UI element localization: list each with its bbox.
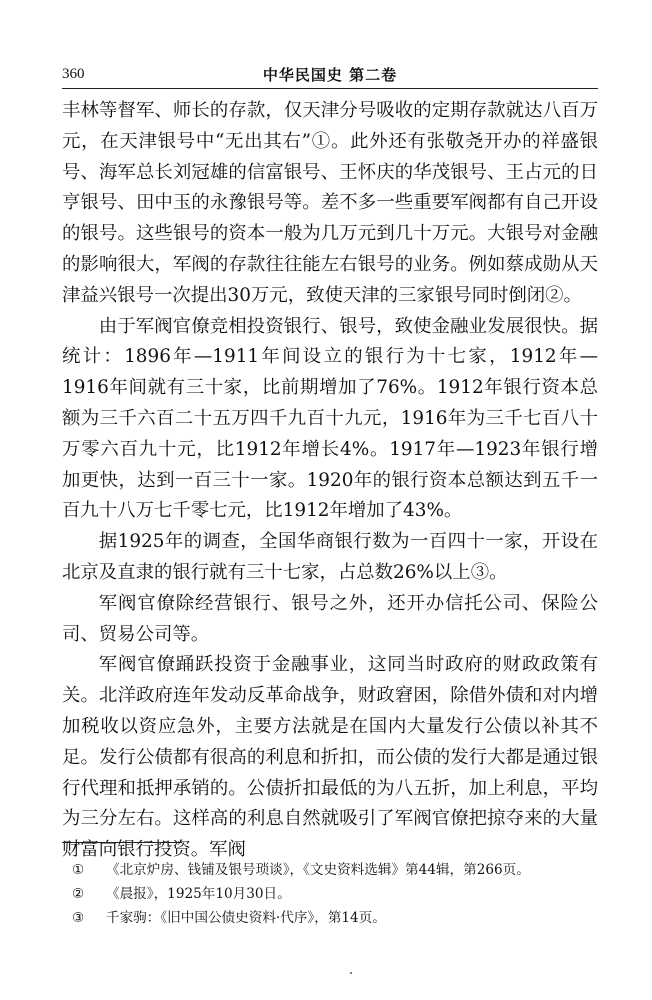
- paragraph-5: 军阀官僚踊跃投资于金融事业，这同当时政府的财政政策有关。北洋政府连年发动反革命战争，财政窘困，除借外债和对内增加税收以资应急外，主要方法就是在国内大量发行公债以补其不足。发行公债都有很高的利息和折扣，而公债的发行大都是通过银行代理和抵押承销的。公债折扣最低的为八五折，加上利息，平均为三分左右。这样高的利息自然就吸引了军阀官僚把掠夺来的大量财富向银行投资。军阀: [62, 654, 598, 861]
- page-header: [62, 62, 598, 89]
- footnote-text: 《晨报》，1925年10月30日。: [106, 886, 291, 902]
- paragraph-1: 丰林等督军、师长的存款，仅天津分号吸收的定期存款就达八百万元，在天津银号中“无出其右”①。此外还有张敬尧开办的祥盛银号、海军总长刘冠雄的信富银号、王怀庆的华茂银号、王占元的日亨银号、田中玉的永豫银号等。差不多一些重要军阀都有自己开设的银号。这些银号的资本一般为几万元到几十万元。大银号对金融的影响很大，军阀的存款往往能左右银号的业务。例如蔡成勋从天津益兴银号一次提出30万元，致使天津的三家银号同时倒闭②。: [62, 100, 598, 306]
- footnote-3: [62, 906, 598, 930]
- scan-speck: [350, 972, 352, 974]
- body-text: [62, 96, 598, 866]
- page-number: 360: [62, 66, 85, 82]
- footnote-text: 《北京炉房、钱铺及银号琐谈》，《文史资料选辑》第44辑，第266页。: [106, 862, 530, 878]
- footnote-text: 千家驹：《旧中国公债史资料·代序》，第14页。: [106, 910, 386, 926]
- footnotes: [62, 858, 598, 930]
- footnote-2: [62, 882, 598, 906]
- footnote-mark: ①: [72, 862, 85, 878]
- footnote-mark: ③: [72, 910, 85, 926]
- footnote-divider: [62, 842, 182, 843]
- footnote-mark: ②: [72, 886, 85, 902]
- paragraph-4: 军阀官僚除经营银行、银号之外，还开办信托公司、保险公司、贸易公司等。: [62, 592, 598, 645]
- paragraph-3: 据1925年的调查，全国华商银行数为一百四十一家，开设在北京及直隶的银行就有三十七家，占总数26%以上③。: [62, 531, 598, 583]
- footnote-1: [62, 858, 598, 882]
- running-title: 中华民国史 第二卷: [262, 66, 398, 84]
- paragraph-2: 由于军阀官僚竞相投资银行、银号，致使金融业发展很快。据统计：1896年—1911年间设立的银行为十七家，1912年—1916年间就有三十家，比前期增加了76%。1912年银行资本总额为三千六百二十五万四千九百十九元，1916年为三千七百八十万零六百九十元，比1912年增长4%。1917年—1923年银行增加更快，达到一百三十一家。1920年的银行资本总额达到五千一百九十八万七千零七元，比1912年增加了43%。: [62, 315, 598, 522]
